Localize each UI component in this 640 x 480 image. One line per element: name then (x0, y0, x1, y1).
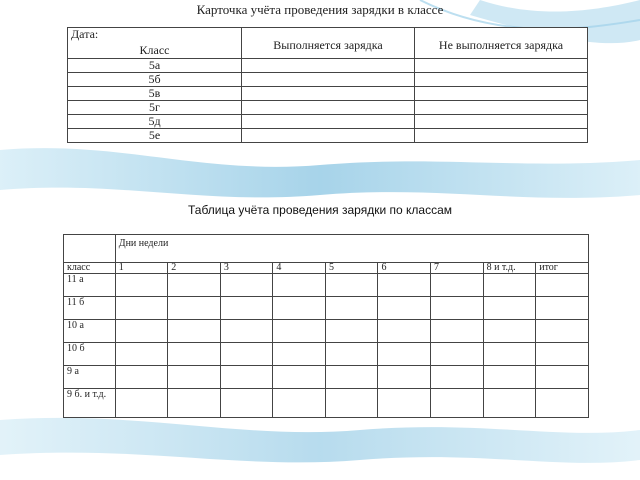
entry-cell[interactable] (378, 389, 431, 418)
class-column-header: Класс (139, 43, 170, 57)
entry-cell[interactable] (483, 389, 536, 418)
entry-cell[interactable] (220, 274, 273, 297)
entry-cell[interactable] (483, 274, 536, 297)
day-column-header: 7 (431, 263, 484, 274)
class-cell: 5а (68, 59, 242, 73)
entry-cell[interactable] (378, 366, 431, 389)
row-class-label: 10 а (64, 320, 116, 343)
class-cell: 5г (68, 101, 242, 115)
tracking-table-title: Таблица учёта проведения зарядки по классам (187, 203, 452, 217)
class-cell: 5д (68, 115, 242, 129)
class-cell: 5в (68, 87, 242, 101)
table-row (68, 129, 588, 143)
entry-cell[interactable] (220, 389, 273, 418)
table-row (64, 366, 589, 389)
entry-cell[interactable] (115, 389, 168, 418)
entry-cell[interactable] (168, 343, 221, 366)
entry-cell[interactable] (431, 389, 484, 418)
entry-cell[interactable] (168, 366, 221, 389)
entry-cell[interactable] (115, 274, 168, 297)
entry-cell[interactable] (431, 366, 484, 389)
table-row (68, 87, 588, 101)
entry-cell[interactable] (378, 297, 431, 320)
entry-cell[interactable] (273, 274, 326, 297)
entry-cell[interactable] (168, 389, 221, 418)
not-done-cell[interactable] (415, 73, 588, 87)
entry-cell[interactable] (431, 320, 484, 343)
entry-cell[interactable] (378, 274, 431, 297)
entry-cell[interactable] (273, 389, 326, 418)
entry-cell[interactable] (220, 343, 273, 366)
total-column-header: итог (536, 263, 589, 274)
entry-cell[interactable] (325, 297, 378, 320)
not-done-cell[interactable] (415, 59, 588, 73)
done-column-header: Выполняется зарядка (242, 28, 415, 59)
entry-cell[interactable] (431, 297, 484, 320)
entry-cell[interactable] (115, 343, 168, 366)
table-row (64, 343, 589, 366)
table-row (64, 320, 589, 343)
days-of-week-header: Дни недели (115, 235, 588, 263)
entry-cell[interactable] (168, 274, 221, 297)
entry-cell[interactable] (483, 297, 536, 320)
entry-cell[interactable] (115, 320, 168, 343)
table-row (64, 297, 589, 320)
class-tracking-table (63, 234, 589, 418)
row-class-label: 9 а (64, 366, 116, 389)
entry-cell[interactable] (325, 274, 378, 297)
row-class-label: 9 б. и т.д. (64, 389, 116, 418)
entry-cell[interactable] (483, 320, 536, 343)
entry-cell[interactable] (325, 320, 378, 343)
class-cell: 5б (68, 73, 242, 87)
entry-cell[interactable] (273, 320, 326, 343)
row-class-label: 11 б (64, 297, 116, 320)
day-column-header: 2 (168, 263, 221, 274)
table-row (68, 101, 588, 115)
total-cell[interactable] (536, 297, 589, 320)
day-column-header: 3 (220, 263, 273, 274)
corner-cell (64, 235, 116, 263)
day-column-header: 1 (115, 263, 168, 274)
entry-cell[interactable] (483, 343, 536, 366)
done-cell[interactable] (242, 115, 415, 129)
not-done-cell[interactable] (415, 87, 588, 101)
done-cell[interactable] (242, 129, 415, 143)
days-header-row (64, 235, 589, 263)
row-class-label: 10 б (64, 343, 116, 366)
entry-cell[interactable] (115, 366, 168, 389)
total-cell[interactable] (536, 274, 589, 297)
not-done-cell[interactable] (415, 115, 588, 129)
day-column-header: 5 (325, 263, 378, 274)
entry-cell[interactable] (220, 297, 273, 320)
class-label-header: класс (64, 263, 116, 274)
entry-cell[interactable] (483, 366, 536, 389)
entry-cell[interactable] (273, 366, 326, 389)
entry-cell[interactable] (115, 297, 168, 320)
total-cell[interactable] (536, 389, 589, 418)
not-done-column-header: Не выполняется зарядка (415, 28, 588, 59)
done-cell[interactable] (242, 101, 415, 115)
table-row (68, 59, 588, 73)
table-row (64, 274, 589, 297)
done-cell[interactable] (242, 59, 415, 73)
total-cell[interactable] (536, 343, 589, 366)
card-header-class-cell (68, 28, 242, 59)
entry-cell[interactable] (220, 366, 273, 389)
day-column-header: 8 и т.д. (483, 263, 536, 274)
entry-cell[interactable] (220, 320, 273, 343)
done-cell[interactable] (242, 87, 415, 101)
date-label: Дата: (71, 27, 99, 41)
total-cell[interactable] (536, 320, 589, 343)
table-row (68, 115, 588, 129)
entry-cell[interactable] (273, 343, 326, 366)
entry-cell[interactable] (431, 343, 484, 366)
table-row (68, 73, 588, 87)
not-done-cell[interactable] (415, 129, 588, 143)
entry-cell[interactable] (325, 343, 378, 366)
card-title: Карточка учёта проведения зарядки в классе (196, 2, 444, 17)
entry-cell[interactable] (378, 320, 431, 343)
entry-cell[interactable] (168, 320, 221, 343)
not-done-cell[interactable] (415, 101, 588, 115)
entry-cell[interactable] (431, 274, 484, 297)
row-class-label: 11 а (64, 274, 116, 297)
entry-cell[interactable] (325, 389, 378, 418)
day-column-header: 4 (273, 263, 326, 274)
column-header-row (64, 263, 589, 274)
entry-cell[interactable] (168, 297, 221, 320)
total-cell[interactable] (536, 366, 589, 389)
exercise-card-table (67, 27, 588, 143)
entry-cell[interactable] (273, 297, 326, 320)
entry-cell[interactable] (325, 366, 378, 389)
entry-cell[interactable] (378, 343, 431, 366)
class-cell: 5е (68, 129, 242, 143)
card-header-row (68, 28, 588, 59)
table-row (64, 389, 589, 418)
day-column-header: 6 (378, 263, 431, 274)
done-cell[interactable] (242, 73, 415, 87)
